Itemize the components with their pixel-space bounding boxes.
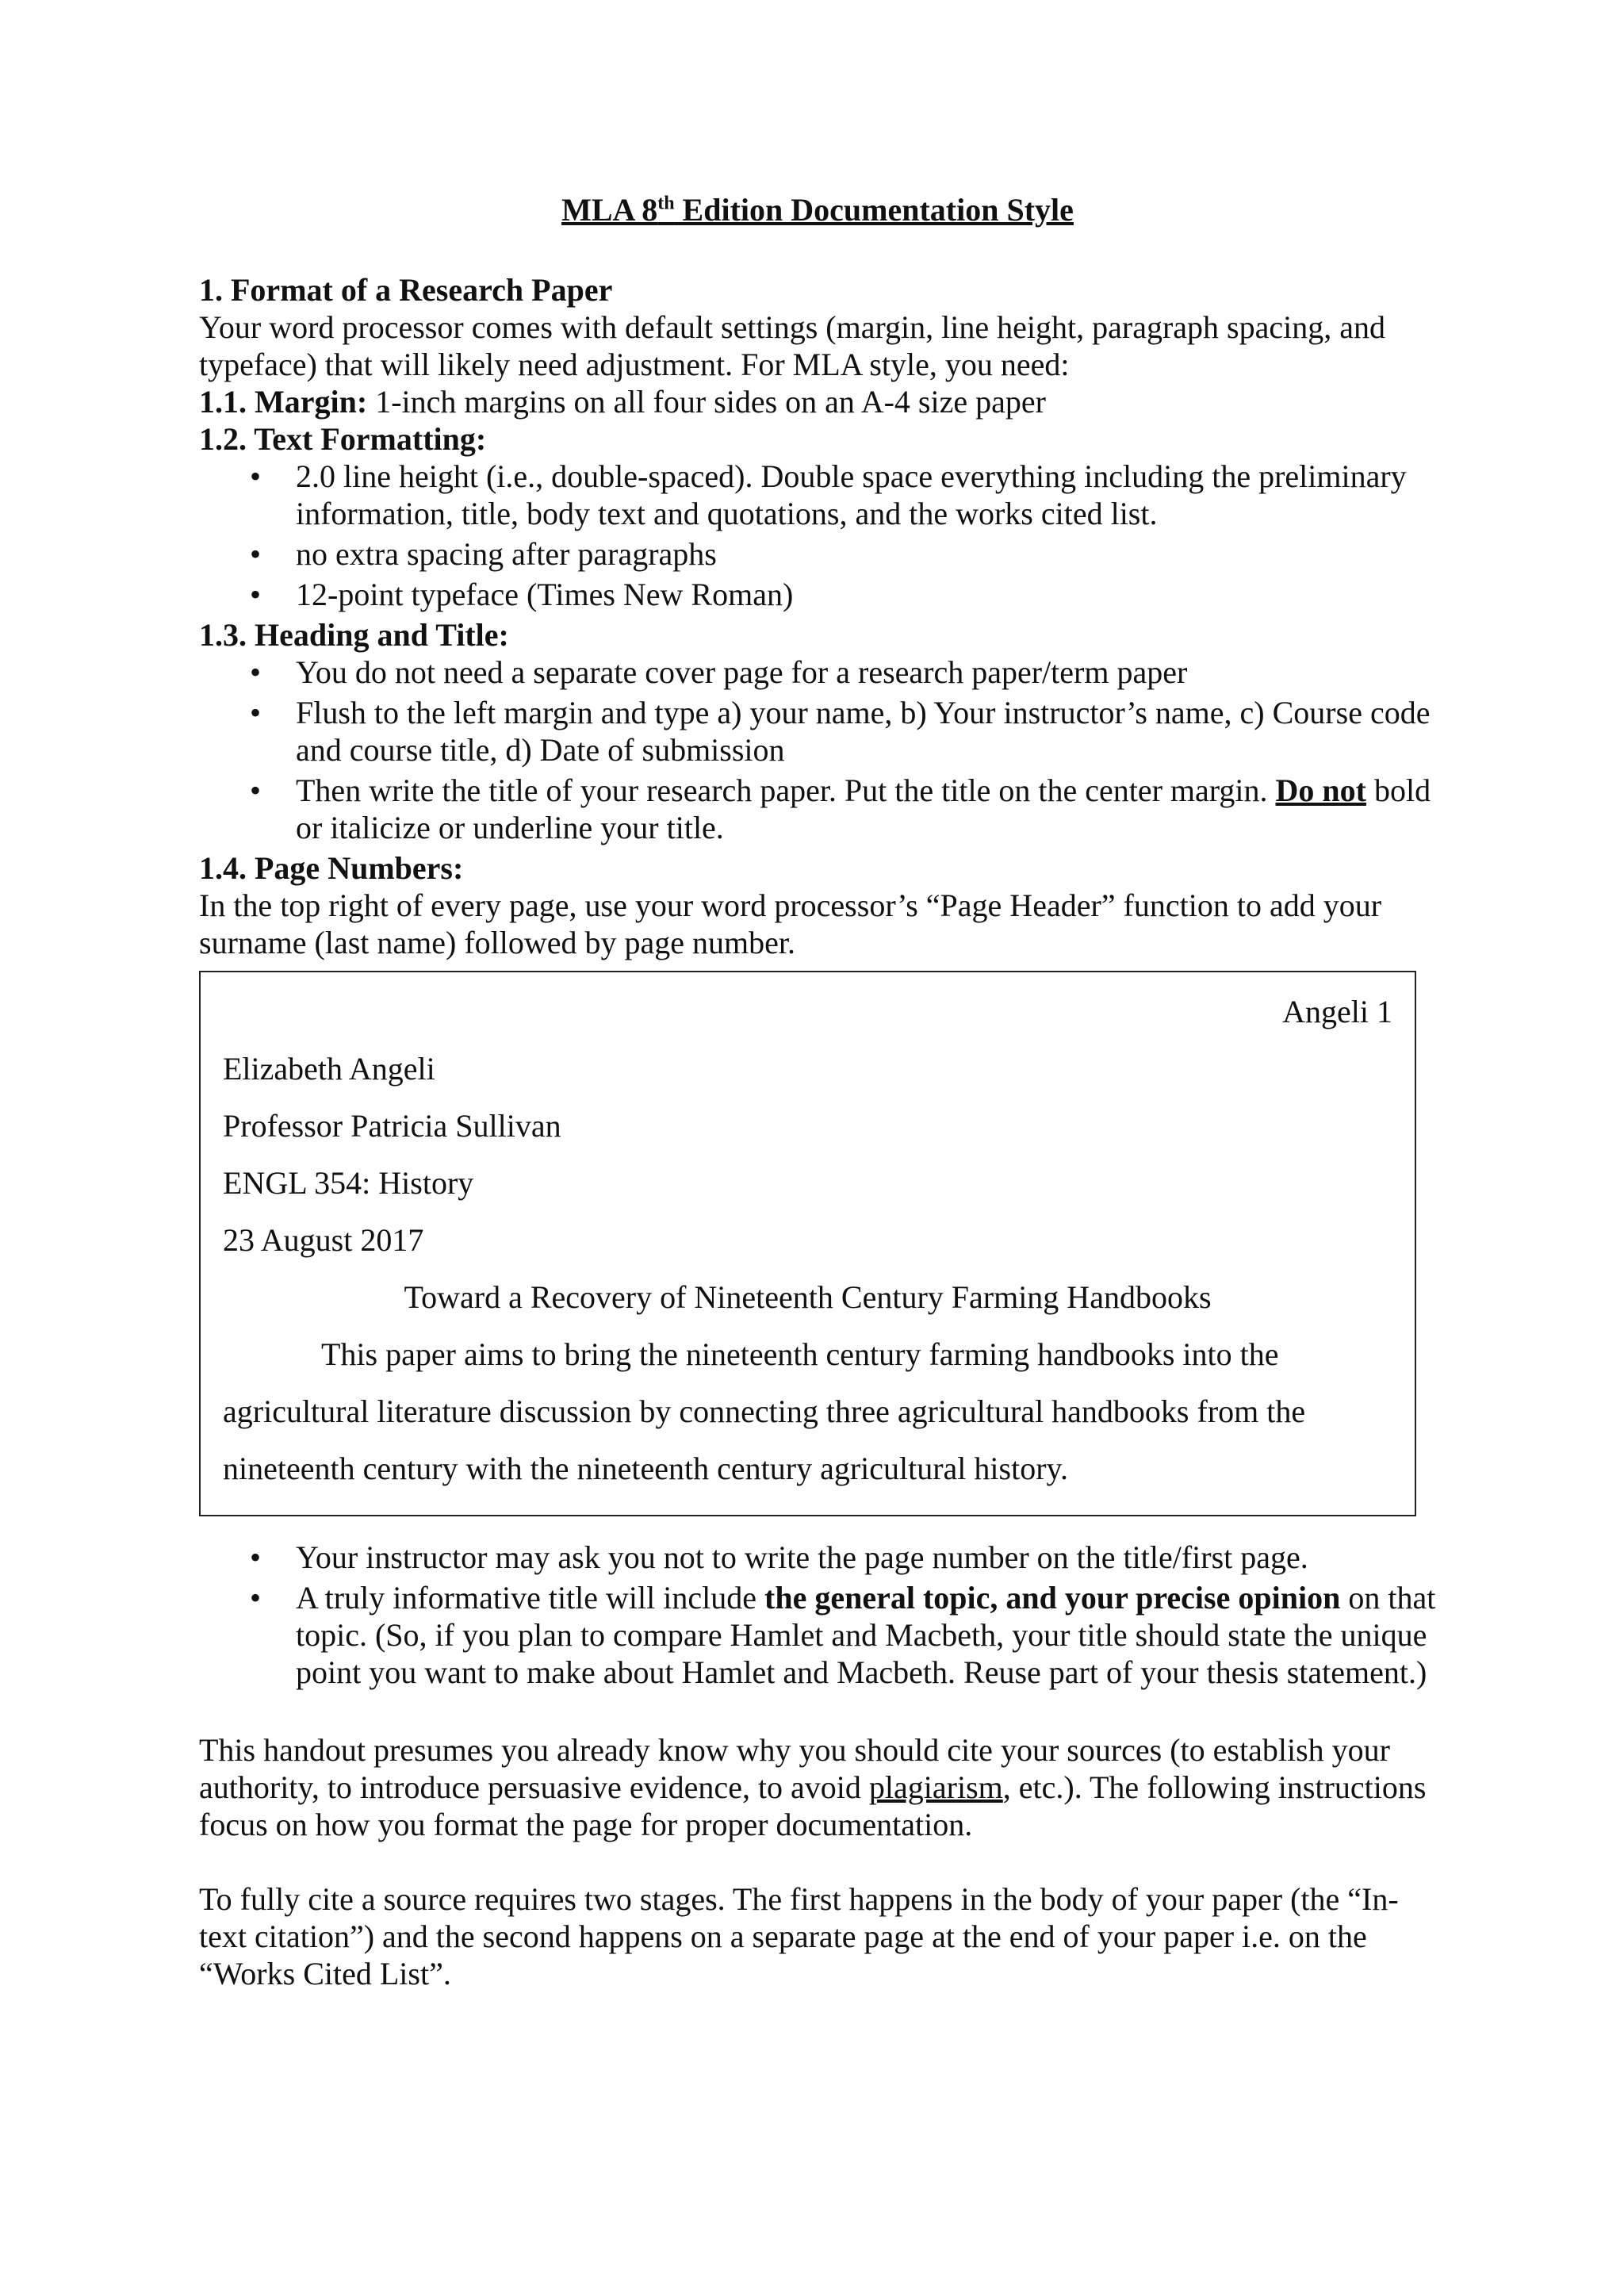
sample-date: 23 August 2017: [223, 1222, 424, 1258]
section-1-4-text: In the top right of every page, use your word processor’s “Page Header” function to add your surname (last name) followed by page number.: [199, 887, 1382, 960]
sample-page-header: Angeli 1: [1282, 994, 1392, 1029]
section-1-4-heading: 1.4. Page Numbers:: [199, 850, 464, 886]
section-1-1-label: 1.1. Margin:: [199, 384, 368, 420]
list-item: [296, 1579, 1436, 1691]
document-page: [199, 190, 1436, 1992]
citation-paragraph: To fully cite a source requires two stages. The first happens in the body of your paper (the “In-text citation”) and the second happens on a separate page at the end of your paper i.e. on the “Works Cited List”.: [199, 1881, 1399, 1991]
title-superscript: th: [657, 193, 675, 214]
handout-paragraph: [199, 1731, 1436, 1843]
title-tips-list: [199, 1539, 1436, 1691]
sample-instructor-name: Professor Patricia Sullivan: [223, 1108, 561, 1144]
sample-first-page-box: [199, 971, 1416, 1516]
item-text-post: on that topic. (So, if you plan to compare Hamlet and Macbeth, your title should state the unique point you want to make about Hamlet and Macbeth. Reuse part of your thesis statement.): [296, 1580, 1436, 1690]
heading-title-list: [199, 654, 1436, 846]
section-1-3-heading: 1.3. Heading and Title:: [199, 617, 509, 653]
sample-paper-title: Toward a Recovery of Nineteenth Century Farming Handbooks: [404, 1279, 1212, 1315]
list-item: • You do not need a separate cover page for a research paper/term paper: [296, 654, 1436, 691]
sample-body-line: nineteenth century with the nineteenth century agricultural history.: [223, 1451, 1068, 1486]
list-item: [296, 772, 1436, 846]
title-post: Edition Documentation Style: [674, 192, 1074, 228]
paragraph-gap: [199, 1694, 1436, 1731]
plagiarism-link[interactable]: plagiarism: [868, 1769, 1003, 1805]
section-1-1: [199, 383, 1436, 420]
item-text-pre: A truly informative title will include: [296, 1580, 764, 1616]
item-text-pre: Then write the title of your research paper. Put the title on the center margin.: [296, 772, 1276, 808]
paragraph-text-post: , etc.). The following instructions focus on how you format the page for proper documentation.: [199, 1769, 1427, 1842]
section-1-heading: 1. Format of a Research Paper: [199, 272, 613, 308]
title-pre: MLA 8: [561, 192, 658, 228]
list-item: • no extra spacing after paragraphs: [296, 535, 1436, 573]
sample-course: ENGL 354: History: [223, 1165, 474, 1201]
list-item: • 12-point typeface (Times New Roman): [296, 576, 1436, 613]
item-bold-text: the general topic, and your precise opinion: [764, 1580, 1341, 1616]
text-formatting-list: [199, 458, 1436, 613]
list-item: • 2.0 line height (i.e., double-spaced). Double space everything including the preliminary information, title, body text and quotations, and the works cited list.: [296, 458, 1436, 532]
sample-body-line: agricultural literature discussion by connecting three agricultural handbooks from the: [223, 1393, 1306, 1429]
do-not-emphasis: Do not: [1275, 772, 1366, 808]
sample-student-name: Elizabeth Angeli: [223, 1051, 435, 1087]
list-item: • Your instructor may ask you not to write the page number on the title/first page.: [296, 1539, 1436, 1576]
section-1-1-text: 1-inch margins on all four sides on an A-4 size paper: [367, 384, 1046, 420]
section-1-2-heading: 1.2. Text Formatting:: [199, 421, 487, 457]
section-1-intro: Your word processor comes with default settings (margin, line height, paragraph spacing, and typeface) that will likely need adjustment. For MLA style, you need:: [199, 309, 1385, 382]
paragraph-gap: [199, 1843, 1436, 1880]
sample-body-line: This paper aims to bring the nineteenth century farming handbooks into the: [321, 1336, 1279, 1372]
list-item: • Flush to the left margin and type a) your name, b) Your instructor’s name, c) Course code and course title, d) Date of submission: [296, 694, 1436, 769]
item-text-post: bold or italicize or underline your title.: [296, 772, 1431, 845]
page-title: [199, 190, 1436, 230]
paragraph-text-pre: This handout presumes you already know why you should cite your sources (to establish your authority, to introduce persuasive evidence, to avoid: [199, 1732, 1390, 1805]
